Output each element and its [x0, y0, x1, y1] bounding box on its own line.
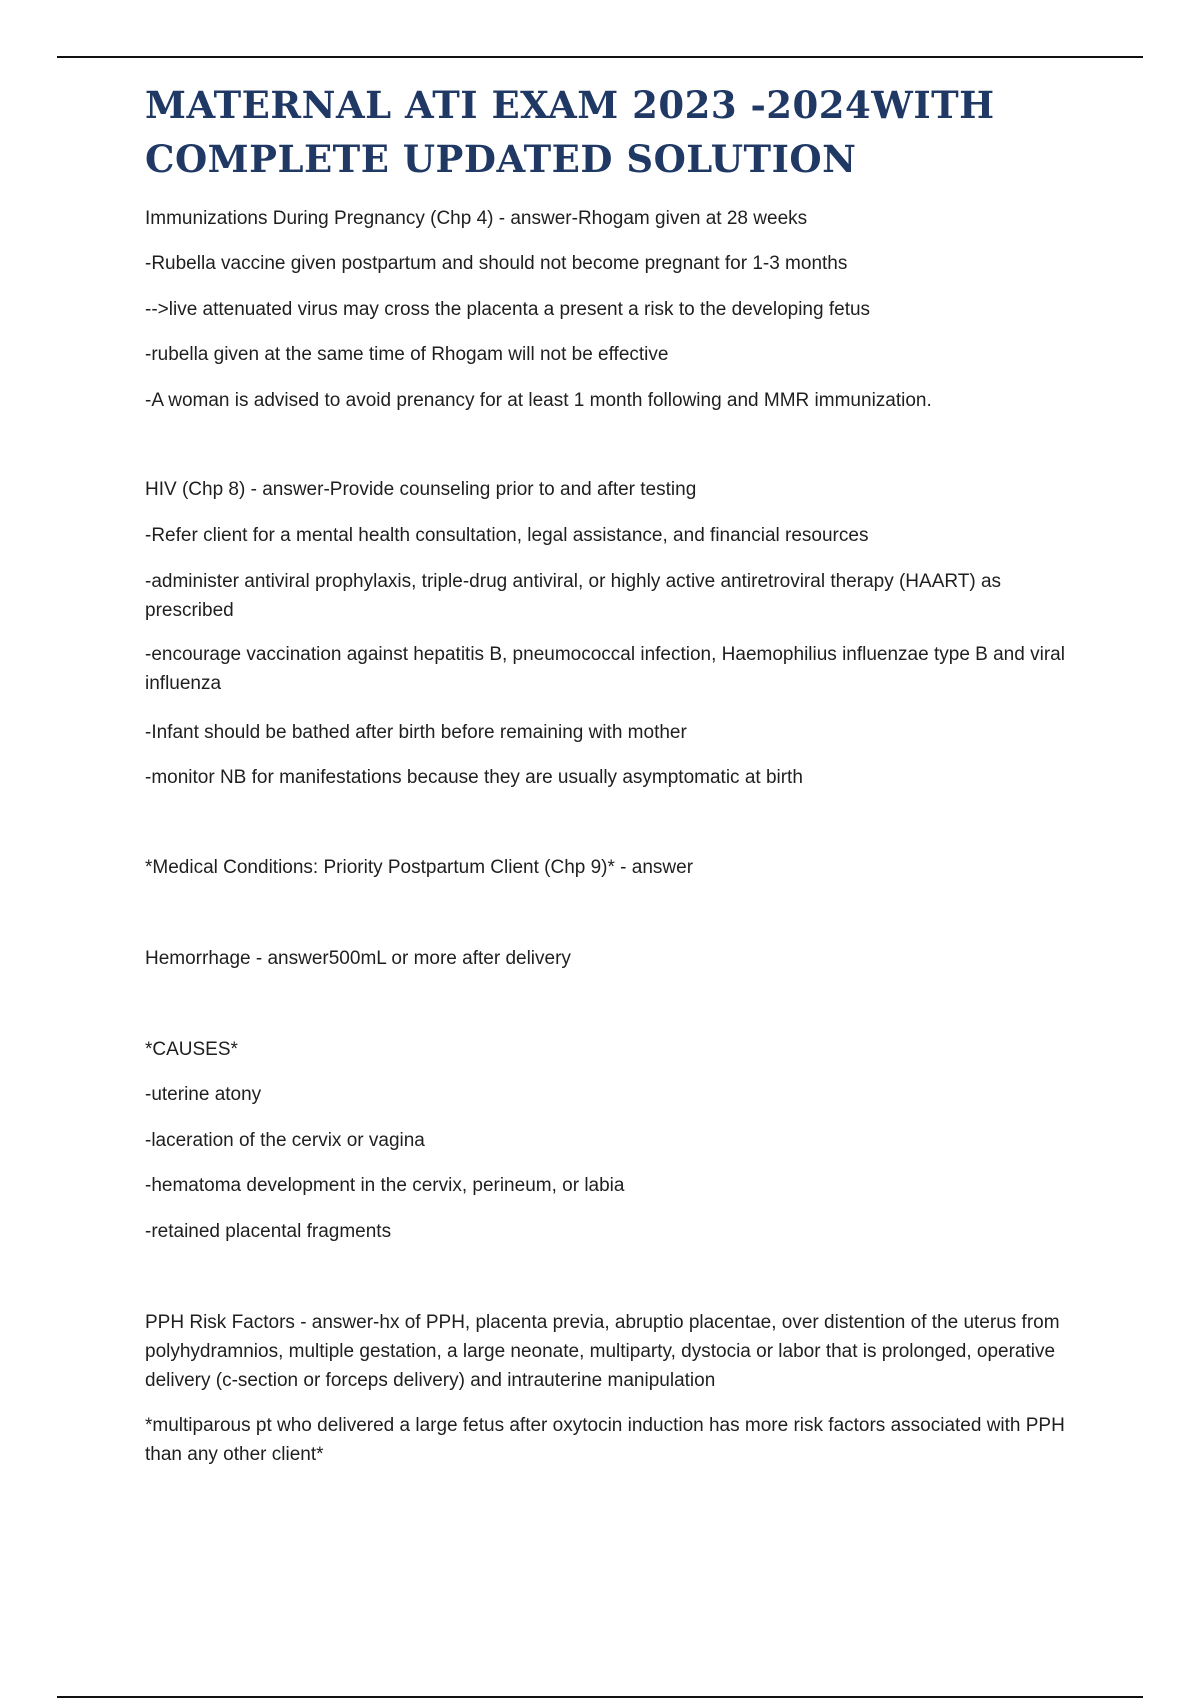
hiv-point: -Infant should be bathed after birth before remaining with mother — [145, 722, 687, 743]
hemorrhage-question: Hemorrhage - answer500mL or more after delivery — [145, 948, 571, 969]
hiv-question: HIV (Chp 8) - answer-Provide counseling prior to and after testing — [145, 479, 697, 500]
immunizations-question: Immunizations During Pregnancy (Chp 4) - answer-Rhogam given at 28 weeks — [145, 208, 808, 229]
cause-item: -laceration of the cervix or vagina — [145, 1130, 425, 1151]
cause-item: -uterine atony — [145, 1084, 262, 1105]
hiv-point: -administer antiviral prophylaxis, triple-drug antiviral, or highly active antiretroviral therapy (HAART) as prescribed — [145, 571, 1002, 621]
cause-item: -retained placental fragments — [145, 1221, 392, 1242]
immunizations-point: -rubella given at the same time of Rhogam will not be effective — [145, 344, 669, 365]
top-divider — [57, 56, 1143, 58]
title-line-1: MATERNAL ATI EXAM 2023 -2024WITH — [145, 83, 995, 127]
immunizations-point: -Rubella vaccine given postpartum and should not become pregnant for 1-3 months — [145, 253, 848, 274]
page-title — [145, 78, 1105, 186]
pph-risk-factors-question: PPH Risk Factors - answer-hx of PPH, placenta previa, abruptio placentae, over distention of the uterus from polyhydramnios, multiple gestation, a large neonate, multiparty, dystocia or labor that is prolonged, operative delivery (c-section or forceps delivery) and intrauterine manipulation — [145, 1312, 1060, 1391]
hiv-point: -encourage vaccination against hepatitis B, pneumococcal infection, Haemophilius influenzae type B and viral influenza — [145, 644, 1065, 694]
hiv-point: -monitor NB for manifestations because they are usually asymptomatic at birth — [145, 767, 803, 788]
title-line-2: COMPLETE UPDATED SOLUTION — [145, 137, 857, 181]
medical-conditions-question: *Medical Conditions: Priority Postpartum Client (Chp 9)* - answer — [145, 857, 694, 878]
immunizations-point: -A woman is advised to avoid prenancy for at least 1 month following and MMR immunization. — [145, 390, 932, 411]
causes-heading: *CAUSES* — [145, 1039, 238, 1060]
immunizations-point: -->live attenuated virus may cross the placenta a present a risk to the developing fetus — [145, 299, 871, 320]
hiv-point: -Refer client for a mental health consultation, legal assistance, and financial resources — [145, 525, 869, 546]
cause-item: -hematoma development in the cervix, perineum, or labia — [145, 1175, 625, 1196]
bottom-divider — [57, 1696, 1143, 1698]
pph-risk-note: *multiparous pt who delivered a large fetus after oxytocin induction has more risk factors associated with PPH than any other client* — [145, 1415, 1065, 1465]
